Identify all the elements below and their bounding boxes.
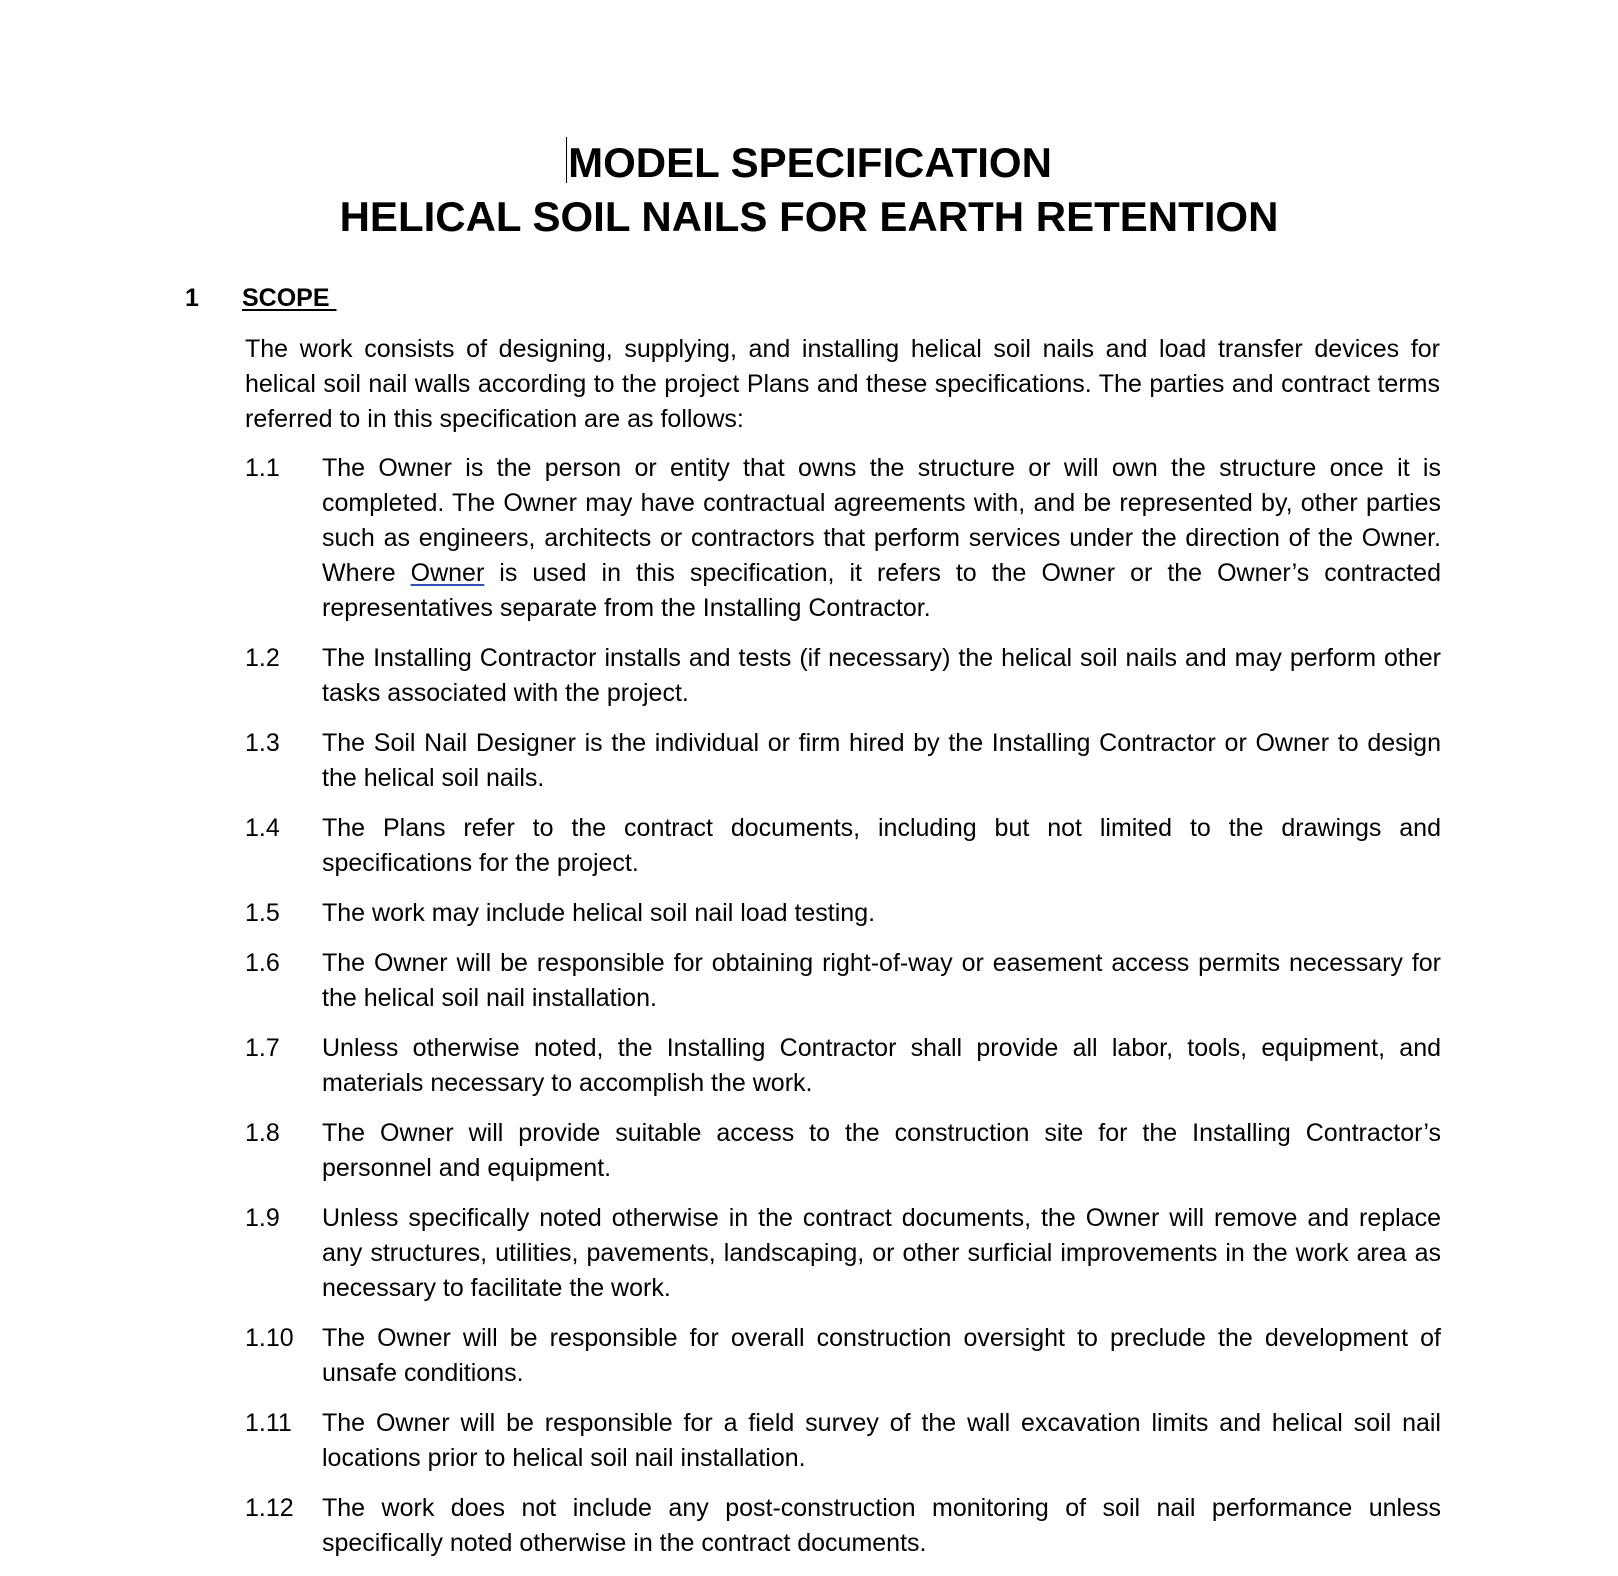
item-number: 1.8	[245, 1119, 280, 1147]
item-number: 1.1	[245, 454, 280, 482]
item-number: 1.7	[245, 1034, 280, 1062]
title-line-1-text[interactable]: MODEL SPECIFICATION	[568, 139, 1052, 186]
item-text[interactable]: The Installing Contractor installs and tests (if necessary) the helical soil nails and may perform other tasks associated with the project.	[322, 644, 1441, 707]
item-text[interactable]: The Owner will provide suitable access to the construction site for the Installing Contractor’s personnel and equipment.	[322, 1119, 1441, 1182]
item-text[interactable]	[322, 451, 1441, 626]
item-text[interactable]: The Soil Nail Designer is the individual or firm hired by the Installing Contractor or Owner to design the helical soil nails.	[322, 729, 1441, 792]
list-item	[245, 726, 1441, 796]
item-number: 1.3	[245, 729, 280, 757]
list-item	[245, 641, 1441, 711]
text-cursor	[566, 137, 567, 183]
item-number: 1.6	[245, 949, 280, 977]
list-item	[245, 1406, 1441, 1476]
list-item	[245, 1031, 1441, 1101]
list-item	[245, 1491, 1441, 1561]
item-number: 1.5	[245, 899, 280, 927]
item-text[interactable]: Unless otherwise noted, the Installing Contractor shall provide all labor, tools, equipment, and materials necessary to accomplish the work.	[322, 1034, 1441, 1097]
item-text[interactable]: The Owner will be responsible for a field survey of the wall excavation limits and helical soil nail locations prior to helical soil nail installation.	[322, 1409, 1441, 1472]
section-title: SCOPE	[242, 284, 337, 312]
item-number: 1.10	[245, 1324, 294, 1352]
owner-link[interactable]: Owner	[410, 559, 485, 587]
item-text[interactable]: The Owner will be responsible for overall construction oversight to preclude the development of unsafe conditions.	[322, 1324, 1441, 1387]
item-text-before-link: The Owner is the person or entity that owns the structure or will own the structure once it is completed. The Owner may have contractual agreements with, and be represented by, other parties such as engineers, architects or contractors that perform services under the direction of the Owner. Where	[322, 454, 1441, 587]
section-heading	[185, 283, 336, 313]
item-text[interactable]: The Plans refer to the contract documents, including but not limited to the drawings and specifications for the project.	[322, 814, 1441, 877]
item-text[interactable]: The Owner will be responsible for obtaining right-of-way or easement access permits necessary for the helical soil nail installation.	[322, 949, 1441, 1012]
list-item	[245, 1116, 1441, 1186]
list-item	[245, 451, 1441, 626]
item-number: 1.4	[245, 814, 280, 842]
item-text-after-link: is used in this specification, it refers to the Owner or the Owner’s contracted representatives separate from the Installing Contractor.	[322, 559, 1441, 622]
document-title	[0, 136, 1618, 244]
list-item	[245, 811, 1441, 881]
item-number: 1.12	[245, 1494, 294, 1522]
item-number: 1.11	[245, 1409, 292, 1437]
list-item	[245, 1201, 1441, 1306]
title-line-2[interactable]: HELICAL SOIL NAILS FOR EARTH RETENTION	[339, 193, 1279, 240]
item-number: 1.2	[245, 644, 280, 672]
title-line-1[interactable]	[0, 136, 1618, 190]
list-item	[245, 946, 1441, 1016]
section-intro-paragraph[interactable]: The work consists of designing, supplying, and installing helical soil nails and load transfer devices for helical soil nail walls according to the project Plans and these specifications. The parties and contract terms referred to in this specification are as follows:	[245, 335, 1440, 433]
item-number: 1.9	[245, 1204, 280, 1232]
scope-item-list	[245, 451, 1441, 1576]
section-number: 1	[185, 284, 199, 312]
item-text[interactable]: The work does not include any post-construction monitoring of soil nail performance unless specifically noted otherwise in the contract documents.	[322, 1494, 1441, 1557]
list-item	[245, 1321, 1441, 1391]
item-text[interactable]: The work may include helical soil nail load testing.	[322, 899, 876, 927]
list-item	[245, 896, 1441, 931]
item-text[interactable]: Unless specifically noted otherwise in the contract documents, the Owner will remove and replace any structures, utilities, pavements, landscaping, or other surficial improvements in the work area as necessary to facilitate the work.	[322, 1204, 1441, 1302]
